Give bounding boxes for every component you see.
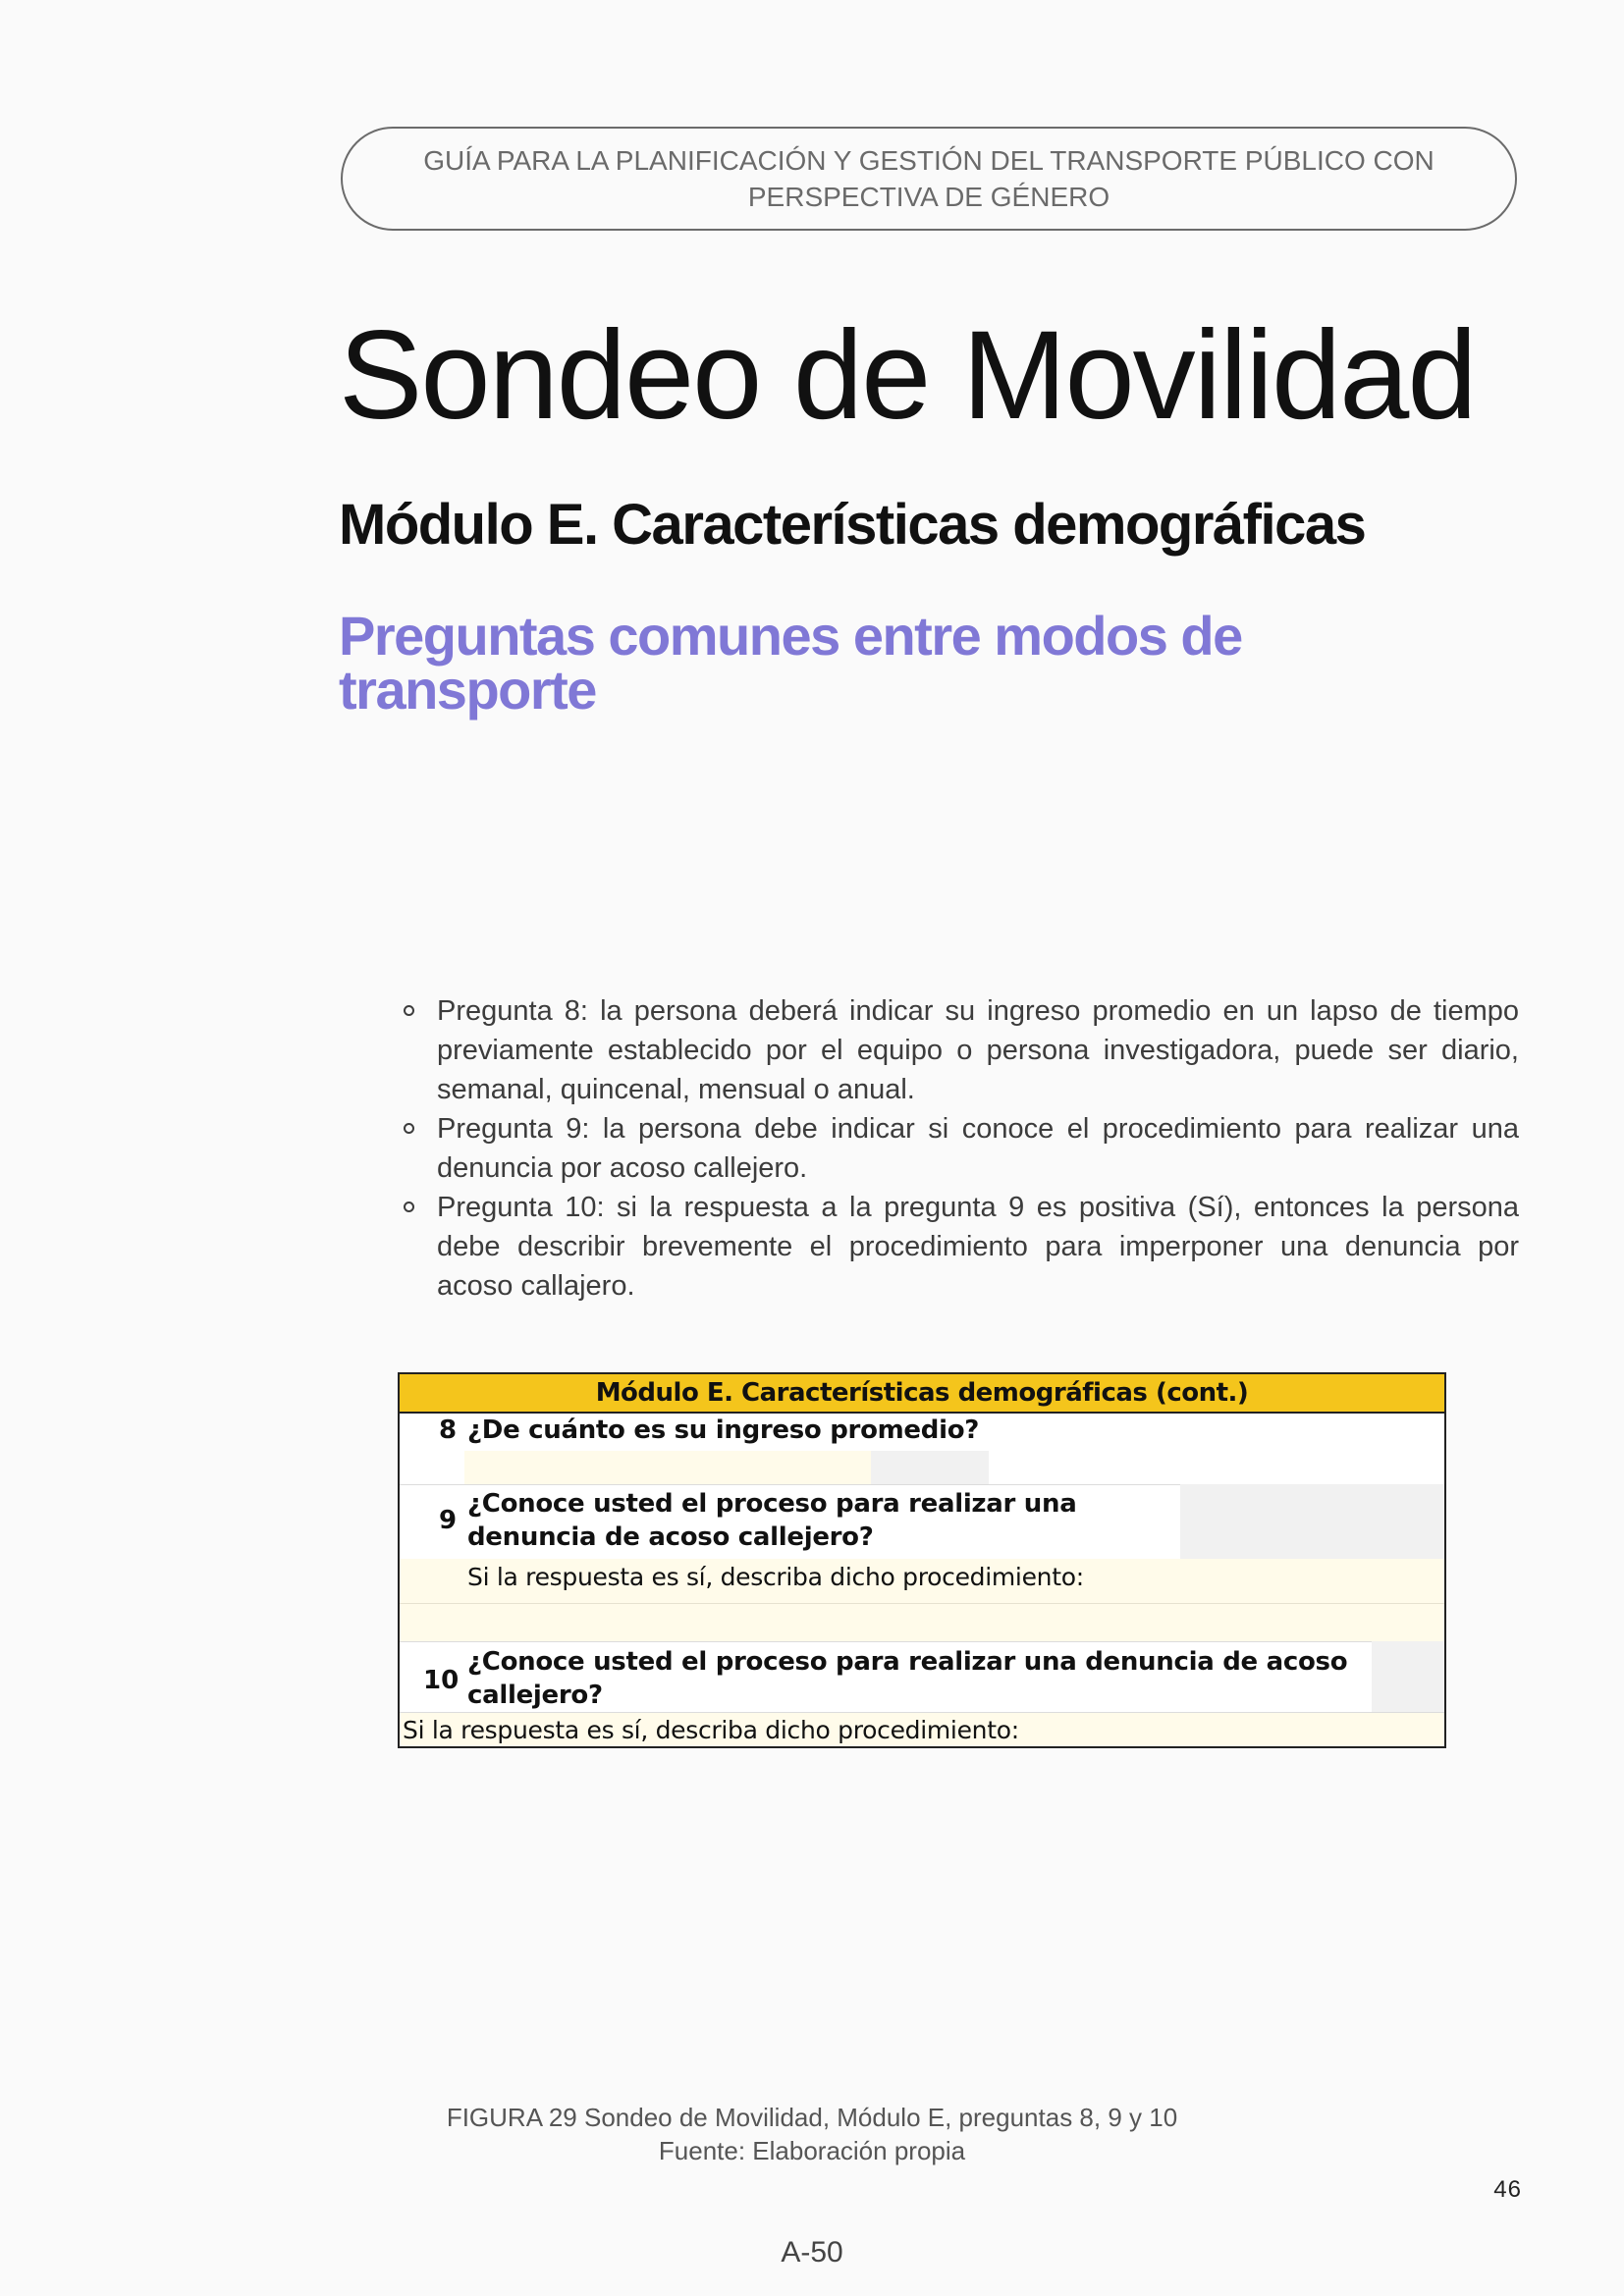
bullet-text-9: Pregunta 9: la persona debe indicar si conoce el procedimiento para realizar una denuncia por acoso callejero. (437, 1113, 1519, 1184)
question-number-9: 9 (439, 1506, 458, 1535)
section-title: Preguntas comunes entre modos de transporte (339, 605, 1242, 721)
bullet-text-10: Pregunta 10: si la respuesta a la pregunta 9 es positiva (Sí), entonces la persona debe describir brevemente el procedimiento para imperponer una denuncia por acoso callajero. (437, 1192, 1519, 1302)
answer-field-10 (1372, 1641, 1444, 1712)
question-number-10: 10 (423, 1666, 460, 1695)
caption-title: FIGURA 29 Sondeo de Movilidad, Módulo E, preguntas 8, 9 y 10 (446, 2103, 1178, 2132)
page-title: Sondeo de Movilidad (339, 305, 1476, 446)
row-divider (400, 1641, 1444, 1642)
answer-field-8 (464, 1451, 871, 1484)
figure-caption (0, 2101, 1624, 2167)
form-header: Módulo E. Características demográficas (cont.) (400, 1374, 1444, 1414)
list-item (398, 1109, 1519, 1188)
bullet-text-8: Pregunta 8: la persona deberá indicar su ingreso promedio en un lapso de tiempo previamente establecido por el equipo o persona investigadora, puede ser diario, semanal, quincenal, mensual o anual. (437, 995, 1519, 1105)
question-text-9-line-2: denuncia de acoso callejero? (467, 1522, 874, 1552)
header-line-1: GUÍA PARA LA PLANIFICACIÓN Y GESTIÓN DEL TRANSPORTE PÚBLICO CON (423, 145, 1435, 176)
bullet-icon (404, 1005, 414, 1016)
question-number-8: 8 (439, 1415, 458, 1445)
module-title: Módulo E. Características demográficas (339, 493, 1366, 557)
answer-field-8-side (871, 1451, 989, 1484)
list-item (398, 1188, 1519, 1306)
header-line-2: PERSPECTIVA DE GÉNERO (747, 182, 1110, 212)
description-prompt-9: Si la respuesta es sí, describa dicho procedimiento: (467, 1563, 1084, 1591)
question-text-9-line-1: ¿Conoce usted el proceso para realizar una (467, 1489, 1077, 1519)
caption-source: Fuente: Elaboración propia (658, 2136, 966, 2165)
description-prompt-10: Si la respuesta es sí, describa dicho procedimiento: (403, 1716, 1019, 1744)
bullet-icon (404, 1201, 414, 1212)
bullet-icon (404, 1123, 414, 1134)
answer-field-9 (1180, 1484, 1444, 1559)
page-number: 46 (1493, 2176, 1522, 2203)
question-text-10-line-2: callejero? (467, 1681, 603, 1710)
question-description-list (398, 991, 1519, 1306)
question-text-8: ¿De cuánto es su ingreso promedio? (467, 1415, 980, 1445)
row-divider (400, 1603, 1444, 1604)
survey-form-figure (398, 1372, 1446, 1748)
document-header (341, 127, 1517, 231)
annex-page-code: A-50 (781, 2236, 843, 2269)
question-text-10-line-1: ¿Conoce usted el proceso para realizar una denuncia de acoso (467, 1647, 1348, 1677)
list-item (398, 991, 1519, 1109)
